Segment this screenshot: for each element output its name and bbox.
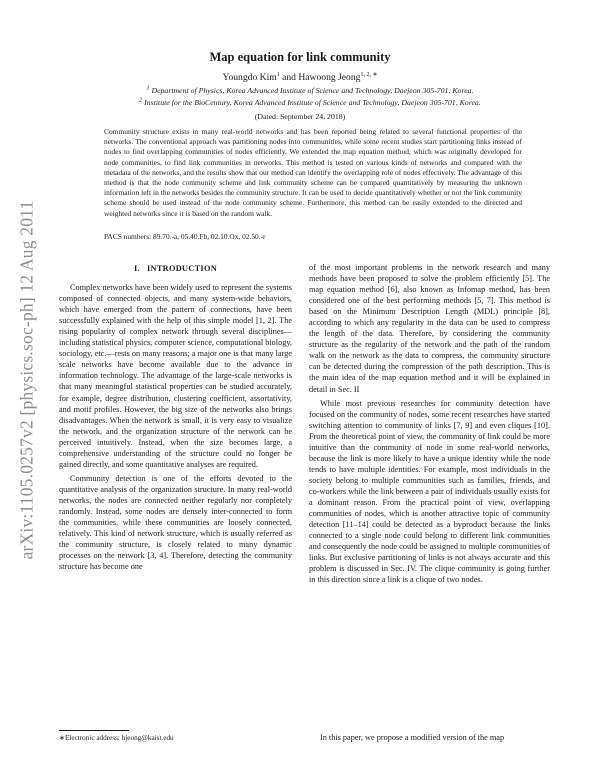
abstract: Community structure exists in many real-world networks and has been reported being related to several functional properties of the networks. The conventional approach was partitioning nodes into communities, while some recent studies start partitioning links instead of nodes to find overlapping communities of nodes efficiently. We extended the map equation method, which was originally developed for node communities, to find link communities in networks. This method is tested on various kinds of networks and compared with the metadata of the networks, and the results show that our method can identify the overlapping role of nodes effectively. The advantage of this method is that the node community scheme and link community scheme can be compared quantitatively by measuring the unknown information left in the networks besides the community structure. It can be used to decide quantitatively whether or not the link community scheme should be used instead of the node community scheme. Furthermore, this method can be easily extended to the directed and weighted networks since it is based on the random walk.	[104, 127, 522, 218]
author-separator: and	[279, 72, 299, 83]
intro-paragraph-3: of the most important problems in the network research and many methods have been proposed to solve the problem efficiently [5]. The map equation method [6], also known as Infomap method, has been considered one of the best performing methods [5, 7]. This method is based on the Minimum Description Length (MDL) principle [8], according to which any regularity in the data can be used to compress the length of the data. Therefore, by considering the community structure as the regularity of the network and the path of the random walk on the network as the data to compress, the community structure can be detected during the compression of the path description. This is the main idea of the map equation method and it will be explained in detail in Sec. II	[309, 263, 550, 394]
section-title: INTRODUCTION	[147, 264, 217, 273]
left-column	[59, 262, 292, 572]
intro-paragraph-1: Complex networks have been widely used to represent the systems composed of connected objects, and many system-wide behaviors, which have emerged from the pattern of connections, have been successfully explained with the help of this simple model [1, 2]. The rising popularity of complex network through several disciplines—including statistical physics, computer science, computational biology, sociology, etc.—rests on many reasons; a major one is that many large scale networks have become available due to the advance in information technology. The advantage of the large-scale networks is that many meaningful statistical properties can be studied accurately, for example, degree distribution, clustering coefficient, assortativity, and motif profiles. However, the big size of the networks also brings disadvantages. When the network is small, it is very easy to visualize the network, and the organization structure of the network can be perceived intuitively. Instead, when the size becomes large, a comprehensive understanding of the structure could no longer be gained directly, and some quantitative analyses are required.	[59, 283, 292, 469]
affiliation-2-sup: 2	[139, 97, 143, 104]
date-line: (Dated: September 24, 2018)	[254, 112, 346, 121]
right-column	[309, 262, 550, 585]
section-heading	[59, 263, 292, 274]
author-line	[0, 72, 600, 83]
paper-title: Map equation for link community	[209, 50, 391, 64]
footnote: ∗Electronic address: hjeong@kaist.edu	[59, 734, 174, 742]
footnote-divider	[59, 730, 129, 731]
author-2: Hawoong Jeong	[298, 72, 361, 83]
intro-paragraph-4: While most previous researches for community detection have focused on the community of nodes, some recent researches have started switching attention to community of links [7, 9] and even cliques [10]. From the theoretical point of view, the community of link could be more intuitive than the community of node in some real-world networks, because the link is more likely to have a unique identity while the node tends to have multiple identities. For example, most individuals in the society belong to multiple communities such as families, friends, and co-workers while the link between a pair of individuals usually exists for a dominant reason. From the practical point of view, overlapping communities of nodes, which is another attractive topic of community detection [11–14] could be detected as a byproduct because the links connected to a single node could belong to different link communities and consequently the node could be assigned to multiple communities of links. But exclusive partitioning of links is not always accurate and this problem is discussed in Sec. IV. The clique community is going further in this direction since a link is a clique of two nodes.	[309, 398, 550, 585]
author-1-sup: 1	[276, 71, 280, 78]
intro-paragraph-5: In this paper, we propose a modified version of the map	[320, 733, 505, 742]
affiliation-1-text: Department of Physics, Korea Advanced Institute of Science and Technology, Daejeon 305-701, Korea.	[151, 86, 474, 95]
affiliation-2	[60, 98, 560, 107]
section-number: I.	[133, 264, 140, 273]
affiliation-1	[60, 86, 560, 95]
arxiv-sidebar-stamp	[12, 170, 42, 590]
arxiv-id: arXiv:1105.0257v2 [physics.soc-ph] 12 Aug 2011	[16, 200, 37, 560]
affiliation-1-sup: 1	[146, 85, 150, 92]
intro-paragraph-2: Community detection is one of the efforts devoted to the quantitative analysis of the organization structure. In many real-world networks, the nodes are connected neither regularly nor completely randomly. Instead, some nodes are densely inter-connected to form the communities, while these communities are loosely connected, relatively. This kind of network structure, which is usually referred as the community structure, is closely related to many dynamic processes on the network [3, 4]. Therefore, detecting the community structure has become one	[59, 473, 292, 572]
pacs-numbers: PACS numbers: 89.70.-a, 05.40.Fb, 02.10.Ox, 02.50.-r	[104, 232, 266, 241]
author-1: Youngdo Kim	[222, 72, 277, 83]
author-2-sup: 1, 2, ∗	[360, 71, 378, 78]
affiliation-2-text: Institute for the BioCentury, Korea Advanced Institute of Science and Technology, Daejeon 305-701, Korea.	[144, 98, 481, 107]
